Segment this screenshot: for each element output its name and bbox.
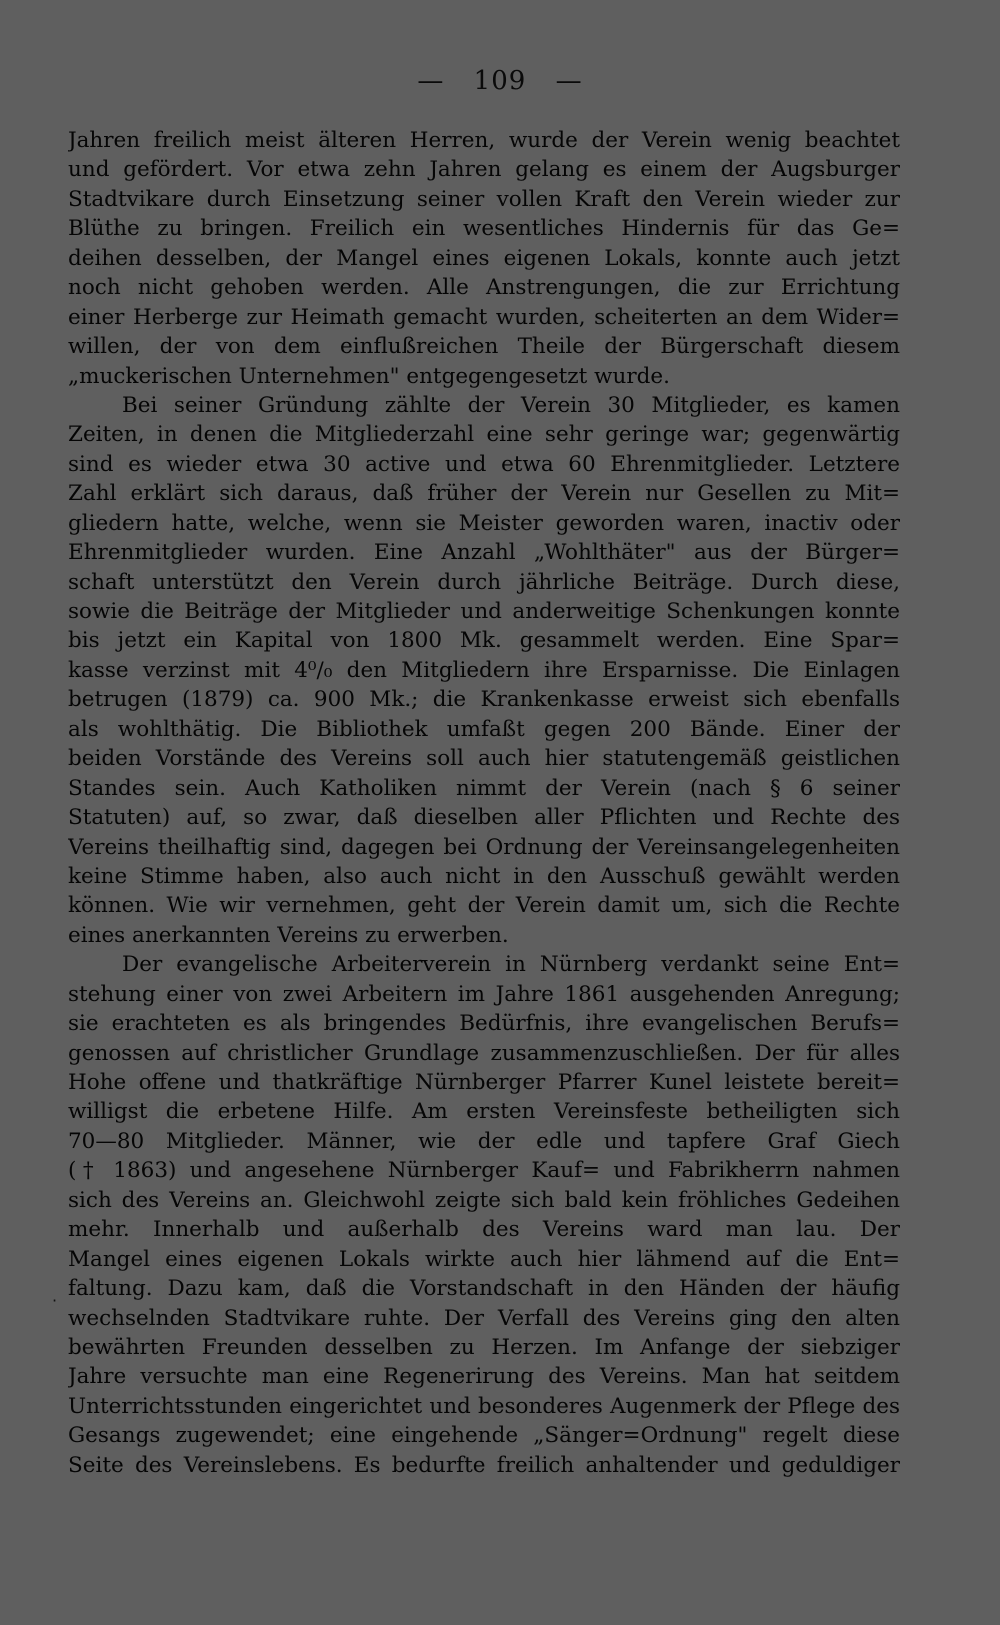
text-line: können. Wie wir vernehmen, geht der Verein damit um, sich die Rechte [68,893,900,919]
margin-mark: · [52,1291,58,1310]
text-line: Bei seiner Gründung zählte der Verein 30 Mitglieder, es kamen [122,392,900,418]
text-line: († 1863) und angesehene Nürnberger Kauf= und Fabrikherrn nahmen [68,1158,900,1184]
text-line: willigst die erbetene Hilfe. Am ersten Vereinsfeste betheiligten sich [68,1099,900,1125]
text-line: Seite des Vereinslebens. Es bedurfte freilich anhaltender und geduldiger [68,1452,900,1478]
text-line: willen, der von dem einflußreichen Theile der Bürgerschaft diesem [68,334,900,360]
text-line: sowie die Beiträge der Mitglieder und anderweitige Schenkungen konnte [68,599,900,624]
text-line: keine Stimme haben, also auch nicht in den Ausschuß gewählt werden [68,863,900,889]
text-line: bis jetzt ein Kapital von 1800 Mk. gesammelt werden. Eine Spar= [68,628,900,654]
text-line: Stadtvikare durch Einsetzung seiner vollen Kraft den Verein wieder zur [68,186,900,212]
text-line: Unterrichtsstunden eingerichtet und besonderes Augenmerk der Pflege des [68,1393,900,1419]
text-line: deihen desselben, der Mangel eines eigenen Lokals, konnte auch jetzt [68,245,900,271]
text-line: Zeiten, in denen die Mitgliederzahl eine sehr geringe war; gegenwärtig [68,422,900,448]
text-line: Der evangelische Arbeiterverein in Nürnberg verdankt seine Ent= [122,952,900,978]
text-line: Gesangs zugewendet; eine eingehende „Sänger=Ordnung" regelt diese [68,1423,900,1449]
text-line: „muckerischen Unternehmen" entgegengesetzt wurde. [68,363,670,389]
text-line: eines anerkannten Vereins zu erwerben. [68,922,509,948]
text-line: Zahl erklärt sich daraus, daß früher der Verein nur Gesellen zu Mit= [68,481,900,507]
text-line: kasse verzinst mit 4⁰/₀ den Mitgliedern ihre Ersparnisse. Die Einlagen [68,657,900,683]
text-line: als wohlthätig. Die Bibliothek umfaßt gegen 200 Bände. Einer der [68,716,900,742]
body-text [68,126,900,1480]
text-line: 70—80 Mitglieder. Männer, wie der edle und tapfere Graf Giech [68,1128,900,1154]
text-line: gliedern hatte, welche, wenn sie Meister geworden waren, inactiv oder [68,510,900,536]
text-line: Vereins theilhaftig sind, dagegen bei Ordnung der Vereinsangelegenheiten [68,834,900,860]
text-line: sie erachteten es als bringendes Bedürfnis, ihre evangelischen Berufs= [68,1011,900,1037]
text-line: wechselnden Stadtvikare ruhte. Der Verfall des Vereins ging den alten [68,1305,900,1331]
text-line: Statuten) auf, so zwar, daß dieselben aller Pflichten und Rechte des [68,805,900,831]
text-line: mehr. Innerhalb und außerhalb des Vereins ward man lau. Der [68,1217,900,1243]
text-line: Ehrenmitglieder wurden. Eine Anzahl „Wohlthäter" aus der Bürger= [68,540,900,566]
text-line: Standes sein. Auch Katholiken nimmt der Verein (nach § 6 seiner [68,775,900,801]
text-line: stehung einer von zwei Arbeitern im Jahre 1861 ausgehenden Anregung; [68,981,900,1007]
text-line: Jahren freilich meist älteren Herren, wurde der Verein wenig beachtet [68,128,900,153]
text-line: Hohe offene und thatkräftige Nürnberger Pfarrer Kunel leistete bereit= [68,1070,900,1095]
text-line: sind es wieder etwa 30 active und etwa 60 Ehrenmitglieder. Letztere [68,451,900,477]
text-line: betrugen (1879) ca. 900 Mk.; die Krankenkasse erweist sich ebenfalls [68,687,900,713]
page-number: — 109 — [417,66,583,96]
text-line: sich des Vereins an. Gleichwohl zeigte sich bald kein fröhliches Gedeihen [68,1187,900,1213]
text-line: genossen auf christlicher Grundlage zusammenzuschließen. Der für alles [68,1040,900,1066]
text-line: Blüthe zu bringen. Freilich ein wesentliches Hindernis für das Ge= [68,216,900,242]
text-line: bewährten Freunden desselben zu Herzen. Im Anfange der siebziger [68,1334,900,1360]
text-line: schaft unterstützt den Verein durch jährliche Beiträge. Durch diese, [68,569,900,595]
text-line: faltung. Dazu kam, daß die Vorstandschaft in den Händen der häufig [68,1276,900,1302]
text-line: und gefördert. Vor etwa zehn Jahren gelang es einem der Augsburger [68,157,900,183]
text-line: noch nicht gehoben werden. Alle Anstrengungen, die zur Errichtung [68,275,900,301]
text-line: Mangel eines eigenen Lokals wirkte auch hier lähmend auf die Ent= [68,1246,900,1272]
text-line: einer Herberge zur Heimath gemacht wurden, scheiterten an dem Wider= [68,304,900,330]
text-line: Jahre versuchte man eine Regenerirung des Vereins. Man hat seitdem [68,1364,900,1390]
text-line: beiden Vorstände des Vereins soll auch hier statutengemäß geistlichen [68,746,900,772]
